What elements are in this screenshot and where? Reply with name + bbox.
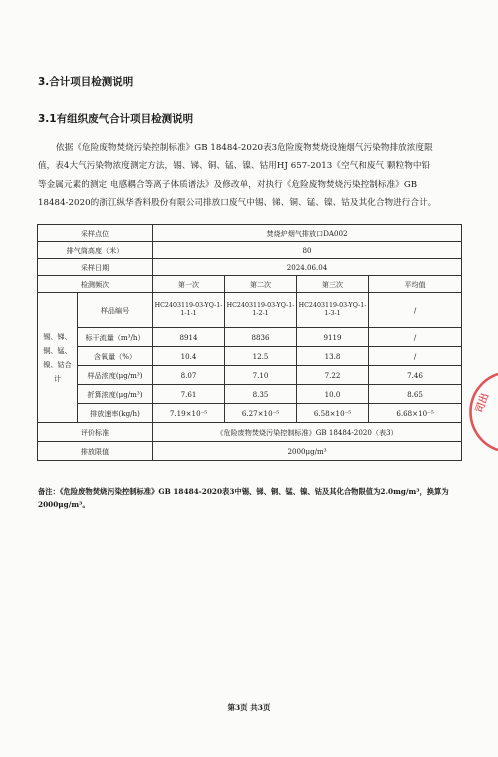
column-header-second: 第二次	[225, 276, 297, 293]
site-label: 采样点位	[38, 225, 153, 242]
standard-value: 《危险废物焚烧污染控制标准》GB 18484-2020（表3）	[153, 423, 462, 442]
value-cell: 7.22	[297, 366, 369, 385]
paragraph-line: 18484-2020的浙江纵华香料股份有限公司排放口废气中锡、锑、铜、锰、镍、钴及其化合物进行合计。	[38, 197, 437, 208]
value-cell: 6.58×10⁻⁵	[297, 404, 369, 423]
table-note: 备注：《危险废物焚烧污染控制标准》GB 18484-2020表3中锡、锑、铜、锰、镍、钴及其化合物限值为2.0mg/m³，换算为2000μg/m³。	[38, 487, 449, 509]
row-label: 含氧量（%）	[78, 347, 153, 366]
subsection-heading: 3.1有组织废气合计项目检测说明	[38, 113, 194, 125]
value-cell: 8836	[225, 328, 297, 347]
value-cell: 7.10	[225, 366, 297, 385]
value-cell: 8.07	[153, 366, 225, 385]
value-cell: 6.27×10⁻⁵	[225, 404, 297, 423]
value-cell: /	[369, 293, 462, 328]
value-cell: 10.4	[153, 347, 225, 366]
page-number: 第3页 共3页	[227, 703, 271, 712]
value-cell: 13.8	[297, 347, 369, 366]
date-value: 2024.06.04	[153, 259, 462, 276]
value-cell: 10.0	[297, 385, 369, 404]
company-seal-icon	[462, 370, 498, 454]
value-cell: /	[369, 328, 462, 347]
value-cell: 12.5	[225, 347, 297, 366]
paragraph-line: 等金属元素的测定 电感耦合等离子体质谱法》及修改单，对执行《危险废物焚烧污染控制标准》GB	[38, 179, 418, 190]
value-cell: 9119	[297, 328, 369, 347]
paragraph-line: 值，表4大气污染物浓度测定方法，锡、锑、铜、锰、镍、钴用HJ 657-2013《空气和废气 颗粒物中铅	[38, 161, 431, 172]
height-value: 80	[153, 242, 462, 259]
paragraph-line: 依据《危险废物焚烧污染控制标准》GB 18484-2020表3危险废物焚烧设施烟气污染物排放浓度限	[56, 143, 433, 153]
height-label: 排气筒高度（米）	[38, 242, 153, 259]
limit-value: 2000μg/m³	[153, 442, 462, 461]
limit-label: 排放限值	[38, 442, 153, 461]
site-value: 焚烧炉烟气排放口DA002	[153, 225, 462, 242]
date-label: 采样日期	[38, 259, 153, 276]
row-label: 折算浓度(μg/m³)	[78, 385, 153, 404]
column-header-third: 第三次	[297, 276, 369, 293]
description-paragraph	[38, 139, 468, 212]
value-cell: 7.46	[369, 366, 462, 385]
value-cell: 6.68×10⁻⁵	[369, 404, 462, 423]
value-cell: 7.61	[153, 385, 225, 404]
value-cell: /	[369, 347, 462, 366]
pollutant-label: 锡、锑、铜、锰、镍、钴合计	[38, 293, 78, 423]
sample-id-cell: HC2403119-03-YQ-1-1-3-1	[297, 293, 369, 328]
frequency-label: 检测频次	[38, 276, 153, 293]
value-cell: 8.35	[225, 385, 297, 404]
column-header-first: 第一次	[153, 276, 225, 293]
column-header-average: 平均值	[369, 276, 462, 293]
value-cell: 8.65	[369, 385, 462, 404]
svg-text:司出: 司出	[474, 391, 492, 415]
row-label: 标干流量（m³/h）	[78, 328, 153, 347]
row-label: 排放速率(kg/h)	[78, 404, 153, 423]
value-cell: 8914	[153, 328, 225, 347]
results-table	[37, 224, 462, 461]
value-cell: 7.19×10⁻⁵	[153, 404, 225, 423]
section-heading: 3.合计项目检测说明	[38, 76, 134, 88]
standard-label: 评价标准	[38, 423, 153, 442]
sample-id-cell: HC2403119-03-YQ-1-1-2-1	[225, 293, 297, 328]
row-label: 样品编号	[78, 293, 153, 328]
sample-id-cell: HC2403119-03-YQ-1-1-1-1	[153, 293, 225, 328]
row-label: 样品浓度(μg/m³)	[78, 366, 153, 385]
